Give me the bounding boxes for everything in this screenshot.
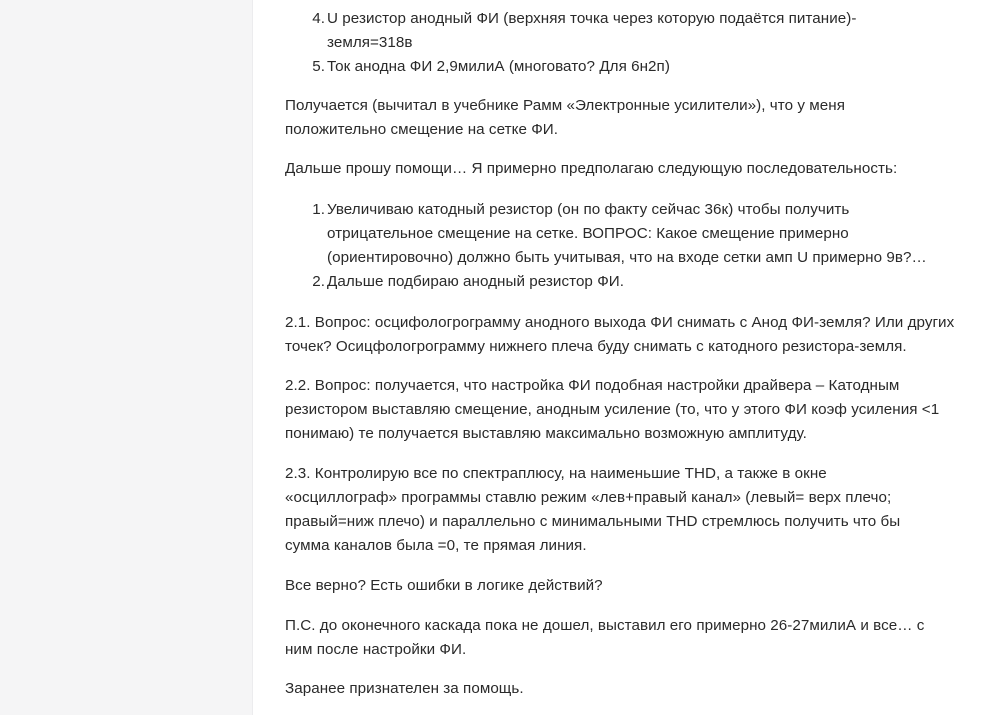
paragraph-ps: П.С. до оконечного каскада пока не дошел, выставил его примерно 26-27милиА и все… с ним после настройки ФИ.	[285, 617, 925, 658]
list-number: 5.	[312, 58, 325, 75]
list-item	[312, 55, 992, 79]
list-item	[312, 198, 992, 270]
left-gutter	[0, 0, 253, 715]
paragraph-thanks: Заранее признателен за помощь.	[285, 680, 524, 697]
list-item	[312, 7, 992, 55]
list-text: Ток анодна ФИ 2,9милиА (многовато? Для 6н2п)	[327, 58, 670, 75]
list-number: 2.	[312, 273, 325, 290]
paragraph-question: Все верно? Есть ошибки в логике действий?	[285, 577, 603, 594]
list-item	[312, 270, 992, 294]
paragraph-step-2-3: 2.3. Контролирую все по спектраплюсу, на наименьшие THD, а также в окне «осциллограф» программы ставлю режим «лев+правый канал» (левый= верх плечо; правый=ниж плечо) и параллельно с минимальными THD стремлюсь получить что бы сумма каналов была =0, те прямая линия.	[285, 465, 901, 554]
list-number: 1.	[312, 201, 325, 218]
list-text: Увеличиваю катодный резистор (он по факту сейчас 36к) чтобы получить отрицательное смещение на сетке. ВОПРОС: Какое смещение примерно (ориентировочно) должно быть учитывая, что на входе сетки амп U примерно 9в?…	[327, 201, 927, 266]
list-text: U резистор анодный ФИ (верхняя точка через которую подаётся питание)- земля=318в	[327, 10, 857, 51]
list-text: Дальше подбираю анодный резистор ФИ.	[327, 273, 625, 290]
paragraph-help: Дальше прошу помощи… Я примерно предполагаю следующую последовательность:	[285, 160, 898, 177]
list-number: 4.	[312, 10, 325, 27]
paragraph-question-2-1: 2.1. Вопрос: осцифологрограмму анодного выхода ФИ снимать с Анод ФИ-земля? Или других точек? Осицфологрограмму нижнего плеча буду снимать с катодного резистора-земля.	[285, 314, 955, 355]
paragraph-question-2-2: 2.2. Вопрос: получается, что настройка ФИ подобная настройки драйвера – Катодным резистором выставляю смещение, анодным усиление (то, что у этого ФИ коэф усиления <1 понимаю) те получается выставляю максимально возможную амплитуду.	[285, 377, 940, 442]
paragraph-result: Получается (вычитал в учебнике Рамм «Электронные усилители»), что у меня положительно смещение на сетке ФИ.	[285, 97, 845, 138]
